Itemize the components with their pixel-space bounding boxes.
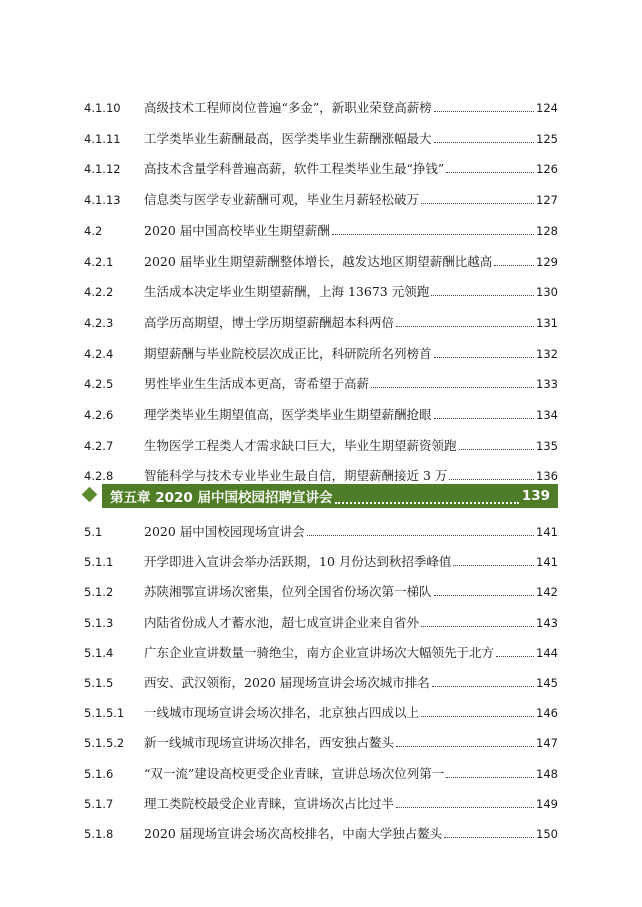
- dot-leader: [434, 418, 535, 419]
- dot-leader: [335, 494, 518, 504]
- section-title: 一线城市现场宣讲会场次排名，北京独占四成以上: [144, 705, 420, 721]
- section-number: 4.1.13: [84, 193, 121, 208]
- page-number: 126: [536, 162, 558, 177]
- toc-entry[interactable]: [84, 550, 558, 570]
- section-title: 苏陕湘鄂宣讲场次密集，位列全国省份场次第一梯队: [144, 584, 432, 600]
- section-number: 5.1.2: [84, 585, 114, 600]
- toc-entry[interactable]: [84, 464, 558, 484]
- page-number: 131: [536, 315, 558, 330]
- section-title: 高级技术工程师岗位普遍“多金”，新职业荣登高薪榜: [144, 100, 432, 115]
- section-title: 2020 届中国高校毕业生期望薪酬: [144, 222, 330, 238]
- page-number: 142: [536, 585, 558, 600]
- section-title: 工学类毕业生薪酬最高，医学类毕业生薪酬涨幅最大: [144, 130, 432, 146]
- section-title: 信息类与医学专业薪酬可观，毕业生月薪轻松破万: [144, 192, 420, 208]
- toc-entry[interactable]: [84, 641, 558, 661]
- toc-entry[interactable]: [84, 372, 558, 392]
- section-title: 2020 届毕业生期望薪酬整体增长，越发达地区期望薪酬比越高: [144, 253, 493, 269]
- section-number: 4.2.8: [84, 469, 114, 484]
- toc-entry[interactable]: [84, 127, 558, 147]
- section-title: 高技术含量学科普遍高薪，软件工程类毕业生最“挣钱”: [144, 161, 445, 177]
- dot-leader: [496, 656, 534, 657]
- dot-leader: [396, 746, 534, 747]
- page-number: 150: [536, 827, 558, 841]
- page-number: 129: [536, 254, 558, 269]
- section-title: 新一线城市现场宣讲场次排名，西安独占鳌头: [144, 735, 395, 751]
- page-number: 144: [536, 645, 558, 660]
- dot-leader: [444, 837, 534, 838]
- section-title: 生活成本决定毕业生期望薪酬，上海 13673 元领跑: [144, 284, 430, 300]
- toc-entry[interactable]: [84, 611, 558, 631]
- dot-leader: [449, 479, 534, 480]
- toc-entry[interactable]: [84, 822, 558, 842]
- dot-leader: [431, 295, 534, 296]
- section-title: 西安、武汉领衔，2020 届现场宣讲会场次城市排名: [144, 675, 430, 690]
- section-title: 智能科学与技术专业毕业生最自信，期望薪酬接近 3 万: [144, 468, 448, 484]
- toc-entry[interactable]: [84, 762, 558, 782]
- toc-entry[interactable]: [84, 403, 558, 423]
- toc-entry[interactable]: [84, 188, 558, 208]
- section-number: 4.1.11: [84, 131, 121, 146]
- dot-leader: [459, 449, 535, 450]
- dot-leader: [421, 716, 534, 717]
- page-number: 143: [536, 615, 558, 630]
- section-number: 5.1.5: [84, 676, 114, 690]
- section-number: 4.2.1: [84, 254, 114, 269]
- section-number: 5.1.8: [84, 827, 114, 841]
- section-title: 内陆省份成人才蓄水池，超七成宣讲企业来自省外: [144, 614, 420, 630]
- page-number: 134: [536, 408, 558, 422]
- section-title: 高学历高期望，博士学历期望薪酬超本科两倍: [144, 314, 395, 330]
- toc-entry[interactable]: [84, 671, 558, 691]
- dot-leader: [446, 172, 534, 173]
- page-number: 127: [536, 193, 558, 208]
- section-title: 广东企业宣讲数量一骑绝尘，南方企业宣讲场次大幅领先于北方: [144, 644, 495, 660]
- section-title: 开学即进入宣讲会举办活跃期，10 月份达到秋招季峰值: [144, 554, 452, 570]
- section-number: 4.2.5: [84, 377, 114, 392]
- section-number: 5.1.4: [84, 645, 114, 660]
- section-title: 2020 届中国校园现场宣讲会: [144, 524, 305, 539]
- page-number: 147: [536, 736, 558, 751]
- dot-leader: [307, 535, 534, 536]
- dot-leader: [371, 387, 534, 388]
- dot-leader: [434, 595, 535, 596]
- section-number: 5.1.1: [84, 555, 114, 570]
- section-number: 5.1.5.1: [84, 706, 125, 721]
- section-title: “双一流”建设高校更受企业青睐，宣讲总场次位列第一: [144, 765, 445, 781]
- page-number: 145: [536, 676, 558, 690]
- section-number: 5.1.5.2: [84, 736, 125, 751]
- dot-leader: [446, 777, 534, 778]
- dot-leader: [434, 357, 535, 358]
- toc-entry[interactable]: [84, 580, 558, 600]
- section-number: 4.2: [84, 223, 103, 238]
- page-number: 141: [536, 525, 558, 539]
- section-title: 生物医学工程类人才需求缺口巨大，毕业生期望薪资领跑: [144, 437, 457, 453]
- section-number: 4.1.10: [84, 101, 121, 115]
- page-number: 125: [536, 131, 558, 146]
- page-number: 128: [536, 223, 558, 238]
- page-number: 132: [536, 346, 558, 361]
- section-number: 5.1.7: [84, 796, 114, 811]
- section-number: 5.1.6: [84, 766, 114, 781]
- toc-entry[interactable]: [84, 96, 558, 116]
- chapter-title: 第五章 2020 届中国校园招聘宣讲会: [110, 490, 333, 506]
- toc-entry[interactable]: [84, 520, 558, 540]
- chapter-page-number: 139: [521, 488, 550, 504]
- dot-leader: [396, 807, 534, 808]
- toc-entry[interactable]: [84, 731, 558, 751]
- section-number: 4.2.4: [84, 346, 114, 361]
- dot-leader: [494, 265, 534, 266]
- dot-leader: [432, 686, 534, 687]
- dot-leader: [332, 234, 534, 235]
- section-number: 4.2.3: [84, 315, 114, 330]
- dot-leader: [434, 142, 535, 143]
- dot-leader: [434, 111, 534, 112]
- section-number: 4.2.7: [84, 438, 114, 453]
- diamond-bullet-icon: [82, 487, 98, 503]
- section-title: 理工类院校最受企业青睐，宣讲场次占比过半: [144, 795, 395, 811]
- page-number: 146: [536, 706, 558, 721]
- toc-entry[interactable]: [84, 250, 558, 270]
- toc-entry[interactable]: [84, 311, 558, 331]
- page-number: 135: [536, 438, 558, 453]
- toc-entry[interactable]: [84, 157, 558, 177]
- page-number: 149: [536, 796, 558, 811]
- section-number: 5.1: [84, 525, 103, 539]
- chapter-heading[interactable]: [84, 484, 558, 508]
- toc-entry[interactable]: [84, 792, 558, 812]
- dot-leader: [421, 626, 534, 627]
- page-number: 141: [536, 555, 558, 570]
- toc-entry[interactable]: [84, 219, 558, 239]
- section-title: 期望薪酬与毕业院校层次成正比，科研院所名列榜首: [144, 345, 432, 361]
- dot-leader: [421, 203, 534, 204]
- page-number: 136: [536, 469, 558, 484]
- page-number: 124: [536, 101, 558, 115]
- toc-entry[interactable]: [84, 280, 558, 300]
- dot-leader: [396, 326, 534, 327]
- section-number: 4.1.12: [84, 162, 121, 177]
- section-title: 男性毕业生生活成本更高，寄希望于高薪: [144, 376, 370, 392]
- section-number: 4.2.6: [84, 408, 114, 422]
- section-number: 4.2.2: [84, 285, 114, 300]
- page-number: 133: [536, 377, 558, 392]
- page-number: 148: [536, 766, 558, 781]
- toc-entry[interactable]: [84, 342, 558, 362]
- section-number: 5.1.3: [84, 615, 114, 630]
- chapter-bar: [102, 484, 558, 508]
- dot-leader: [453, 565, 534, 566]
- toc-entry[interactable]: [84, 434, 558, 454]
- toc-entry[interactable]: [84, 701, 558, 721]
- page-number: 130: [536, 285, 558, 300]
- section-title: 2020 届现场宣讲会场次高校排名，中南大学独占鳌头: [144, 826, 443, 841]
- section-title: 理学类毕业生期望值高，医学类毕业生期望薪酬抢眼: [144, 407, 432, 422]
